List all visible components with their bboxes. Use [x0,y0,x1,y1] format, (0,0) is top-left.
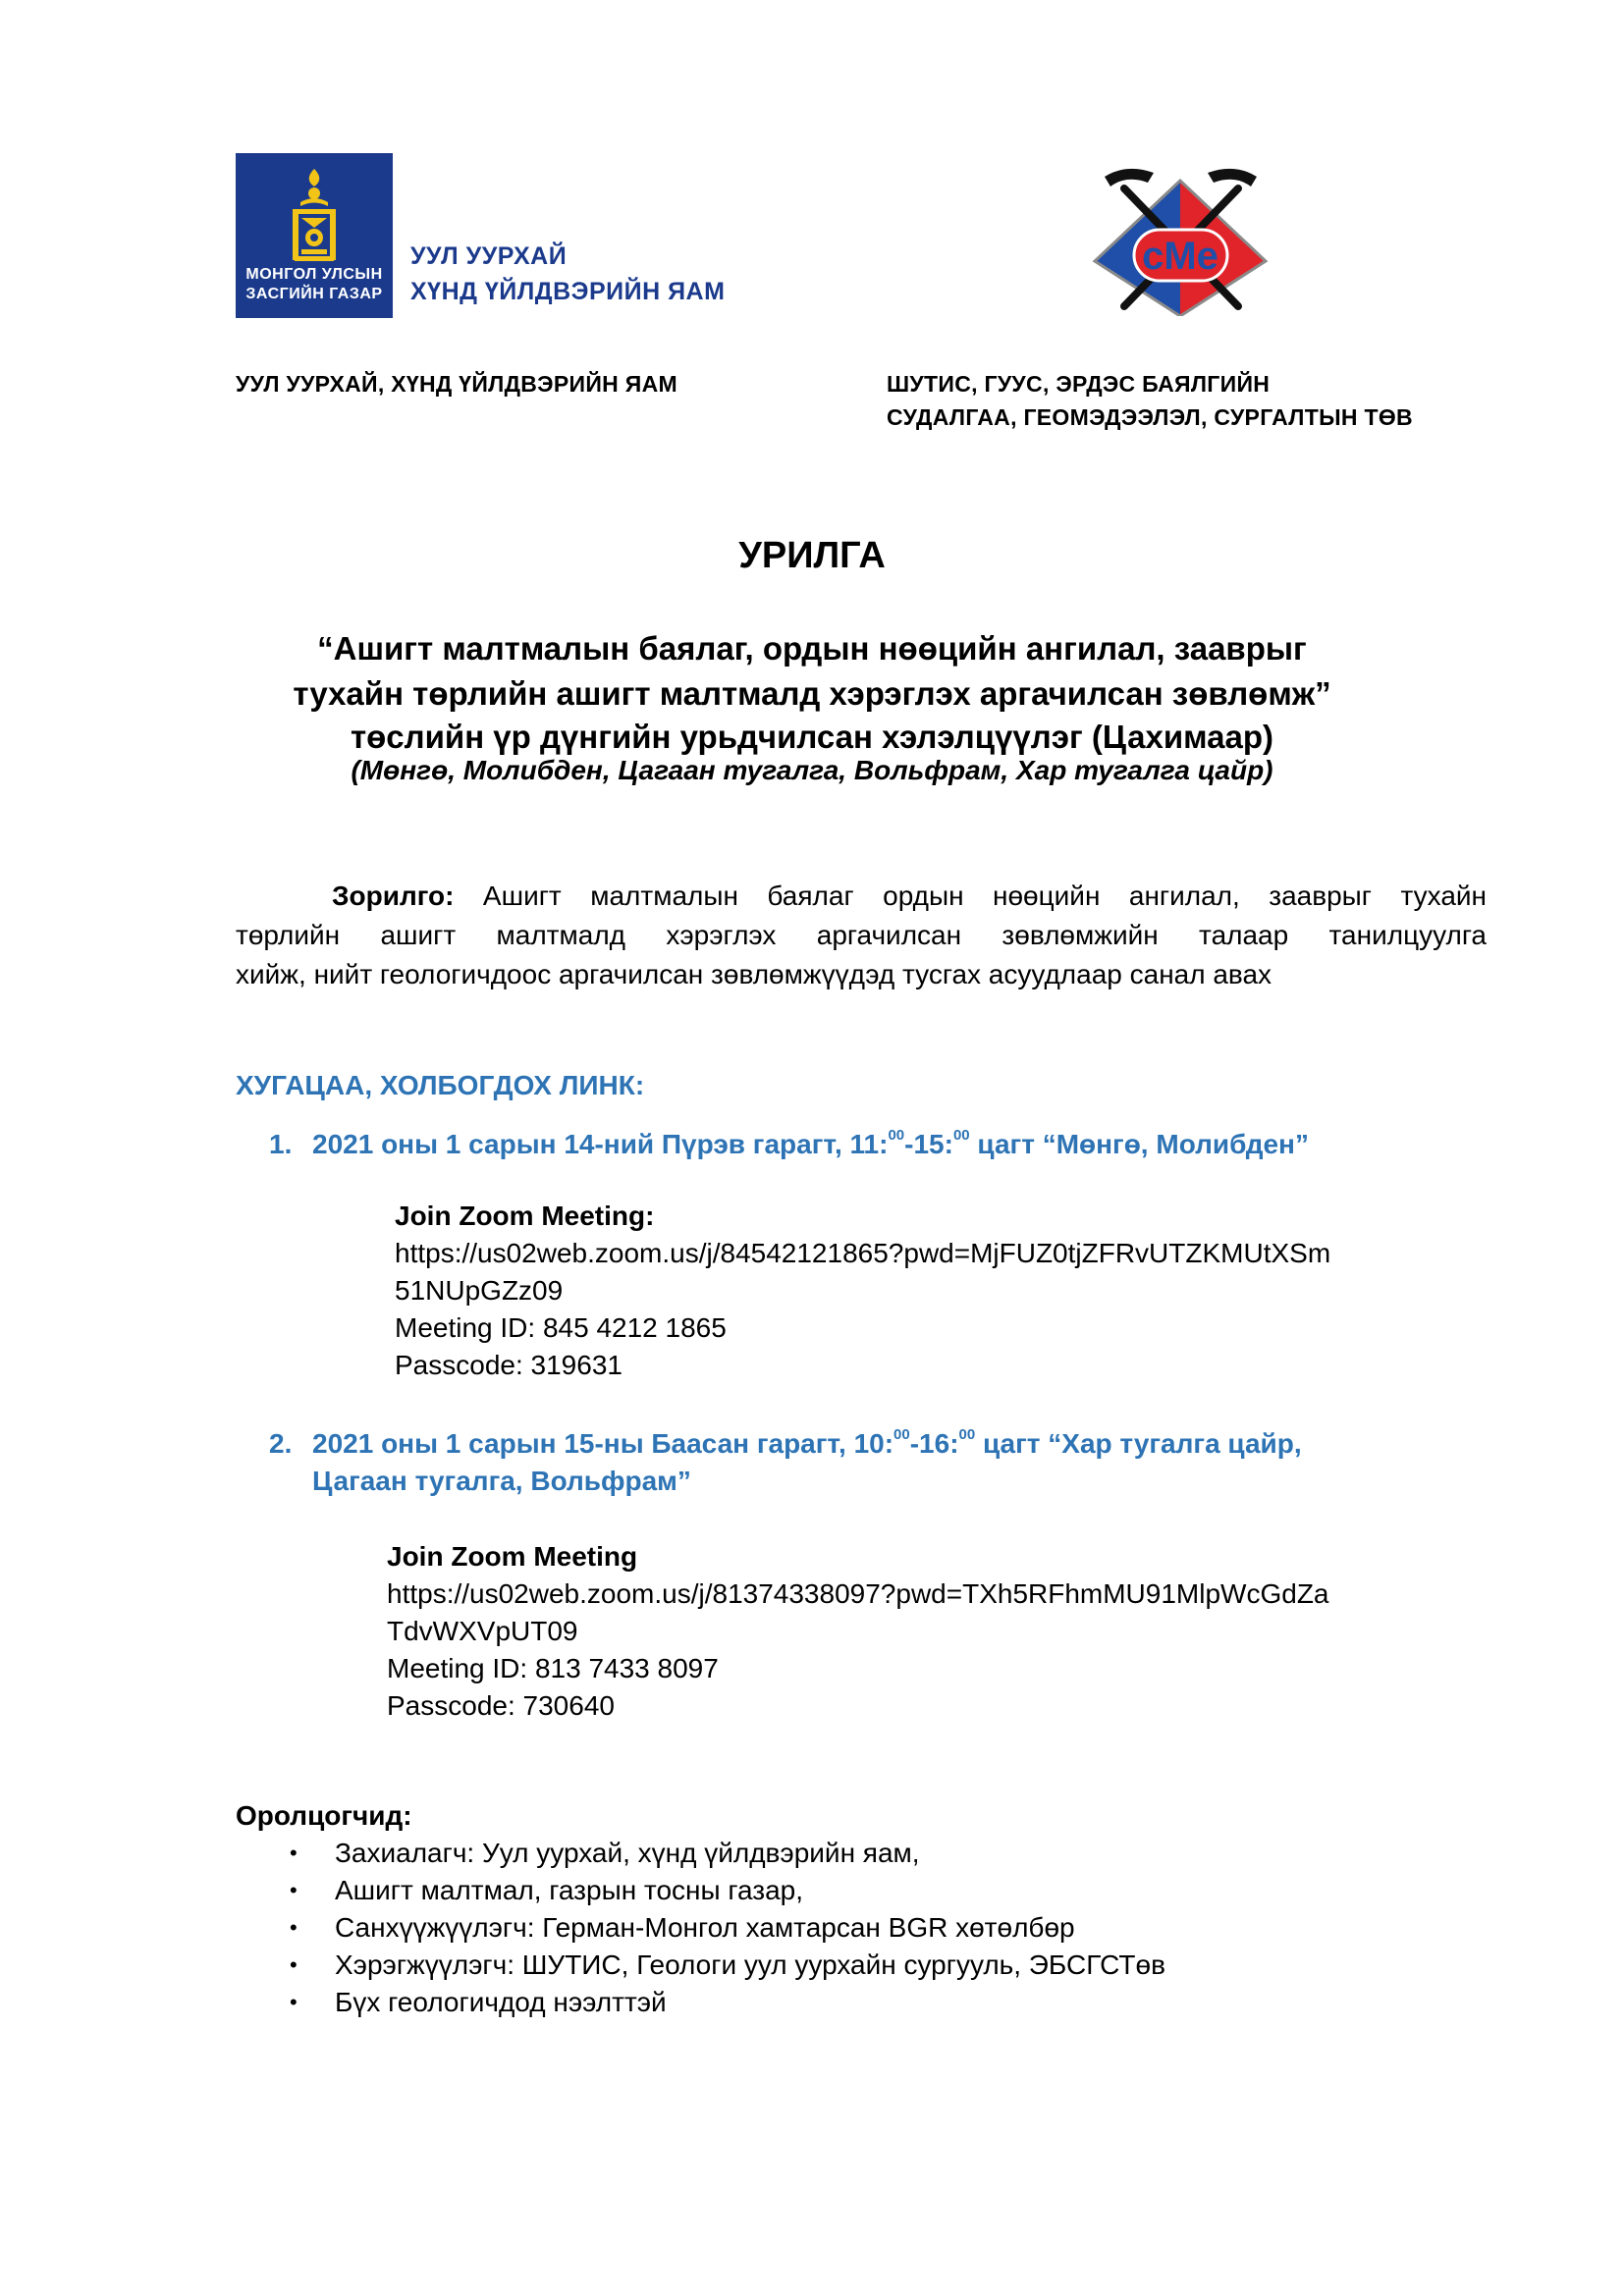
zoom-meeting-id-1: Meeting ID: 845 4212 1865 [395,1312,727,1343]
participant-item-5: Бүх геологичдод нээлттэй [335,1987,667,2017]
item-2-topic: цагт “Хар тугалга цайр, [975,1428,1302,1459]
schedule-item-2-number: 2. [269,1428,293,1459]
subtitle-line1: “Ашигт малтмалын баялаг, ордын нөөцийн ангилал, зааврыг [317,630,1307,667]
page-title: УРИЛГА [738,535,886,576]
zoom-heading-1: Join Zoom Meeting: [395,1201,655,1231]
item-1-topic: цагт “Мөнгө, Молибден” [969,1129,1309,1159]
ministry-block-line1: МОНГОЛ УЛСЫН [245,266,383,283]
cme-logo-text: cMe [1142,235,1218,278]
ministry-logo [236,153,393,318]
participants-heading: Оролцогчид: [236,1800,412,1831]
bullet-icon: • [290,1952,298,1977]
zoom-passcode-1: Passcode: 319631 [395,1350,623,1380]
ministry-block-line2: ЗАСГИЙН ГАЗАР [245,286,383,302]
right-org-name-line1: ШУТИС, ГУУС, ЭРДЭС БАЯЛГИЙН [887,371,1271,397]
schedule-item-1-number: 1. [269,1129,293,1159]
participant-item-2: Ашигт малтмал, газрын тосны газар, [335,1875,803,1905]
item-2-start-minutes: 00 [893,1425,910,1443]
purpose-text-1: Ашигт малтмалын баялаг ордын нөөцийн ангилал, зааврыг тухайн [454,881,1487,911]
ministry-logo-name-line2: ХҮНД ҮЙЛДВЭРИЙН ЯАМ [410,278,726,305]
zoom-passcode-2: Passcode: 730640 [387,1690,615,1721]
cme-logo [1065,159,1296,316]
zoom-meeting-id-2: Meeting ID: 813 7433 8097 [387,1653,719,1683]
zoom-heading-2: Join Zoom Meeting [387,1541,638,1572]
item-2-end-minutes: 00 [958,1425,976,1443]
item-2-date: 2021 оны 1 сарын 15-ны Баасан гарагт, 10: [312,1428,894,1459]
subtitle-line2: тухайн төрлийн ашигт малтмалд хэрэглэх аргачилсан зөвлөмж” [293,675,1331,712]
soyombo-emblem-icon [236,163,393,266]
participant-item-1: Захиалагч: Уул уурхай, хүнд үйлдвэрийн яам, [335,1838,920,1868]
schedule-heading: ХУГАЦАА, ХОЛБОГДОХ ЛИНК: [236,1070,645,1100]
purpose-line2: төрлийн ашигт малтмалд хэрэглэх аргачилсан зөвлөмжийн талаар танилцуулга [236,920,1487,950]
item-1-start-minutes: 00 [888,1126,905,1144]
participant-item-3: Санхүүжүүлэгч: Герман-Монгол хамтарсан BGR хөтөлбөр [335,1912,1075,1943]
purpose-line3: хийж, нийт геологичдоос аргачилсан зөвлөмжүүдэд тусгах асуудлаар санал авах [236,959,1272,989]
item-1-date: 2021 оны 1 сарын 14-ний Пүрэв гарагт, 11: [312,1129,889,1159]
bullet-icon: • [290,1841,298,1865]
purpose-line1 [332,881,1487,912]
ministry-logo-name-line1: УУЛ УУРХАЙ [410,242,568,270]
zoom-link-1-line2[interactable]: 51NUpGZz09 [395,1275,564,1306]
bullet-icon: • [290,1990,298,2014]
schedule-item-1-title [312,1126,1309,1160]
subtitle-line3: төслийн үр дүнгийн урьдчилсан хэлэлцүүлэг (Цахимаар) [350,719,1274,755]
subtitle-metals: (Мөнгө, Молибден, Цагаан тугалга, Вольфрам, Хар тугалга цайр) [351,755,1273,785]
item-1-end-minutes: 00 [952,1126,970,1144]
zoom-link-2-line2[interactable]: TdvWXVpUT09 [387,1616,578,1646]
right-org-name-line2: СУДАЛГАА, ГЕОМЭДЭЭЛЭЛ, СУРГАЛТЫН ТӨВ [887,404,1413,430]
bullet-icon: • [290,1915,298,1940]
schedule-item-2-title-line2: Цагаан тугалга, Вольфрам” [312,1466,691,1496]
participant-item-4: Хэрэгжүүлэгч: ШУТИС, Геологи уул уурхайн сургууль, ЭБСГСТөв [335,1949,1165,1980]
left-org-name: УУЛ УУРХАЙ, ХҮНД ҮЙЛДВЭРИЙН ЯАМ [236,371,677,397]
schedule-item-2-title [312,1425,1302,1460]
purpose-label: Зорилго: [332,881,455,911]
zoom-link-2-line1[interactable]: https://us02web.zoom.us/j/81374338097?pwd=TXh5RFhmMU91MlpWcGdZa [387,1578,1329,1609]
item-1-end-hour: -15: [904,1129,953,1159]
zoom-link-1-line1[interactable]: https://us02web.zoom.us/j/84542121865?pwd=MjFUZ0tjZFRvUTZKMUtXSm [395,1238,1331,1268]
item-2-end-hour: -16: [909,1428,959,1459]
bullet-icon: • [290,1878,298,1902]
